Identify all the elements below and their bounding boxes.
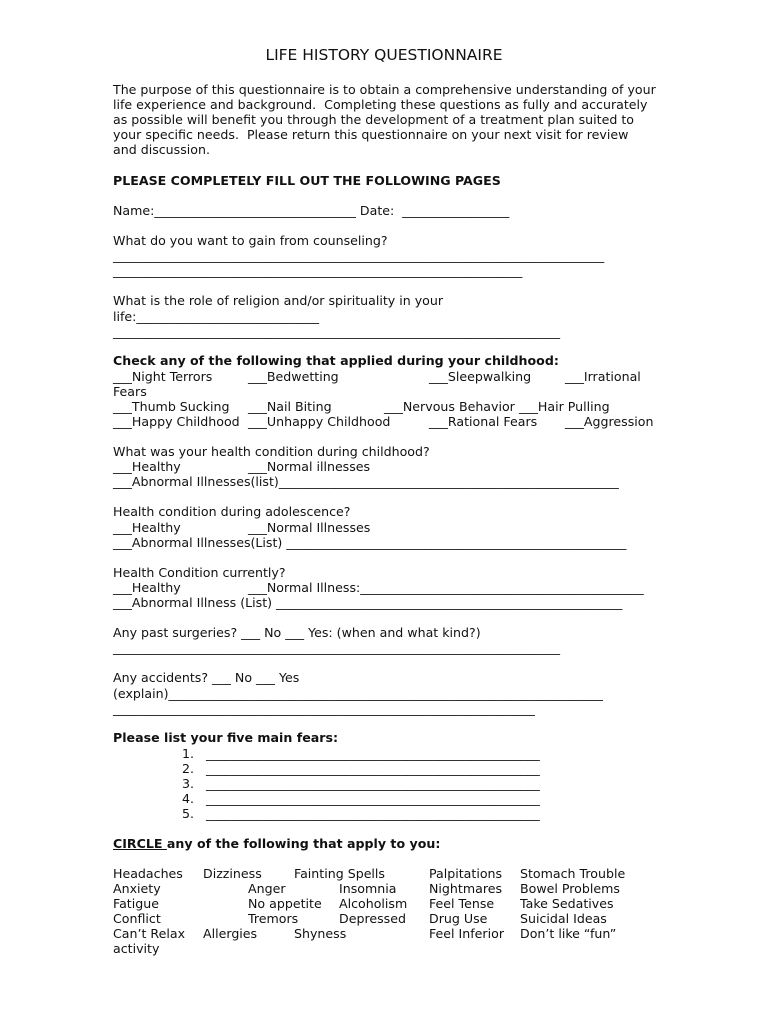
symptom-dizziness[interactable]: Dizziness [203,866,262,881]
circle-word: CIRCLE [113,836,167,851]
symptom-anger[interactable]: Anger [248,881,286,896]
symptom-suicidal-ideas[interactable]: Suicidal Ideas [520,911,607,926]
intro-line: and discussion. [113,142,210,157]
surgeries-question[interactable]: Any past surgeries? ___ No ___ Yes: (when and what kind?) [113,625,481,640]
checkbox-adolescence-healthy[interactable]: ___Healthy [113,520,181,535]
symptom-cant-relax-wrap: activity [113,941,160,956]
fear-item[interactable]: 5. _____________________________________________________ [182,806,540,821]
checkbox-thumb-sucking[interactable]: ___Thumb Sucking [113,399,230,414]
symptom-drug-use[interactable]: Drug Use [429,911,488,926]
gain-question: What do you want to gain from counseling? [113,233,388,248]
health-current-question: Health Condition currently? [113,565,286,580]
checkbox-rational-fears[interactable]: ___Rational Fears [429,414,538,429]
religion-answer-line[interactable]: _______________________________________________________________________ [113,324,561,339]
circle-heading-rest: any of the following that apply to you: [166,836,441,851]
checkbox-nail-biting[interactable]: ___Nail Biting [248,399,332,414]
symptom-shyness[interactable]: Shyness [294,926,347,941]
religion-question: What is the role of religion and/or spirituality in your [113,293,444,308]
intro-line: your specific needs. Please return this questionnaire on your next visit for review [113,127,629,142]
symptom-feel-inferior[interactable]: Feel Inferior [429,926,504,941]
religion-answer-line[interactable]: life:_____________________________ [113,309,320,324]
childhood-abnormal-illnesses-field[interactable]: ___Abnormal Illnesses(list)______________________________________________________ [113,474,619,489]
intro-line: life experience and background. Completing these questions as fully and accurately [113,97,648,112]
page-title: LIFE HISTORY QUESTIONNAIRE [265,46,503,64]
symptom-anxiety[interactable]: Anxiety [113,881,161,896]
gain-answer-line[interactable]: ______________________________________________________________________________ [113,248,605,263]
current-normal-illness-field[interactable]: ___Normal Illness:_____________________________________________ [248,580,644,595]
symptom-nightmares[interactable]: Nightmares [429,881,503,896]
checkbox-unhappy-childhood[interactable]: ___Unhappy Childhood [248,414,391,429]
symptom-alcoholism[interactable]: Alcoholism [339,896,408,911]
fear-item[interactable]: 2. _____________________________________________________ [182,761,540,776]
name-date-field[interactable]: Name:________________________________ Date: _________________ [113,203,510,218]
symptom-conflict[interactable]: Conflict [113,911,161,926]
symptom-feel-tense[interactable]: Feel Tense [429,896,495,911]
current-abnormal-illness-field[interactable]: ___Abnormal Illness (List) _______________________________________________________ [113,595,623,610]
checkbox-irrational-fears-wrap: Fears [113,384,147,399]
accidents-question[interactable]: Any accidents? ___ No ___ Yes [113,670,300,685]
surgeries-answer-line[interactable]: _______________________________________________________________________ [113,640,561,655]
checkbox-adolescence-normal-illnesses[interactable]: ___Normal Illnesses [248,520,371,535]
symptom-insomnia[interactable]: Insomnia [339,881,397,896]
circle-heading [113,836,440,851]
checkbox-childhood-healthy[interactable]: ___Healthy [113,459,181,474]
symptom-no-appetite[interactable]: No appetite [248,896,322,911]
symptom-headaches[interactable]: Headaches [113,866,183,881]
symptom-stomach-trouble[interactable]: Stomach Trouble [520,866,626,881]
symptom-fainting-spells[interactable]: Fainting Spells [294,866,385,881]
checkbox-childhood-normal-illnesses[interactable]: ___Normal illnesses [248,459,371,474]
checkbox-current-healthy[interactable]: ___Healthy [113,580,181,595]
symptom-bowel-problems[interactable]: Bowel Problems [520,881,620,896]
instruction-heading: PLEASE COMPLETELY FILL OUT THE FOLLOWING PAGES [113,173,501,188]
intro-line: as possible will benefit you through the development of a treatment plan suited to [113,112,634,127]
health-adolescence-question: Health condition during adolescence? [113,504,351,519]
symptom-depressed[interactable]: Depressed [339,911,406,926]
accidents-explain-field[interactable]: (explain)_____________________________________________________________________ [113,686,603,701]
symptom-tremors[interactable]: Tremors [248,911,299,926]
checkbox-irrational-fears[interactable]: ___Irrational [565,369,641,384]
childhood-heading: Check any of the following that applied during your childhood: [113,353,559,368]
checkbox-bedwetting[interactable]: ___Bedwetting [248,369,339,384]
symptom-cant-relax[interactable]: Can’t Relax [113,926,186,941]
fear-item[interactable]: 3. _____________________________________________________ [182,776,540,791]
symptom-allergies[interactable]: Allergies [203,926,258,941]
checkbox-sleepwalking[interactable]: ___Sleepwalking [429,369,532,384]
symptom-take-sedatives[interactable]: Take Sedatives [520,896,614,911]
accidents-answer-line[interactable]: ___________________________________________________________________ [113,701,535,716]
health-childhood-question: What was your health condition during childhood? [113,444,430,459]
symptom-dont-like-fun[interactable]: Don’t like “fun” [520,926,617,941]
adolescence-abnormal-illnesses-field[interactable]: ___Abnormal Illnesses(List) ______________________________________________________ [113,535,627,550]
checkbox-happy-childhood[interactable]: ___Happy Childhood [113,414,240,429]
checkbox-night-terrors[interactable]: ___Night Terrors [113,369,213,384]
fears-heading: Please list your five main fears: [113,730,338,745]
symptom-fatigue[interactable]: Fatigue [113,896,159,911]
intro-line: The purpose of this questionnaire is to obtain a comprehensive understanding of your [113,82,656,97]
symptom-palpitations[interactable]: Palpitations [429,866,503,881]
fear-item[interactable]: 4. _____________________________________________________ [182,791,540,806]
gain-answer-line[interactable]: _________________________________________________________________ [113,263,523,278]
checkbox-hair-pulling[interactable]: ___Hair Pulling [519,399,610,414]
checkbox-aggression[interactable]: ___Aggression [565,414,654,429]
fear-item[interactable]: 1. _____________________________________________________ [182,746,540,761]
checkbox-nervous-behavior[interactable]: ___Nervous Behavior [384,399,515,414]
